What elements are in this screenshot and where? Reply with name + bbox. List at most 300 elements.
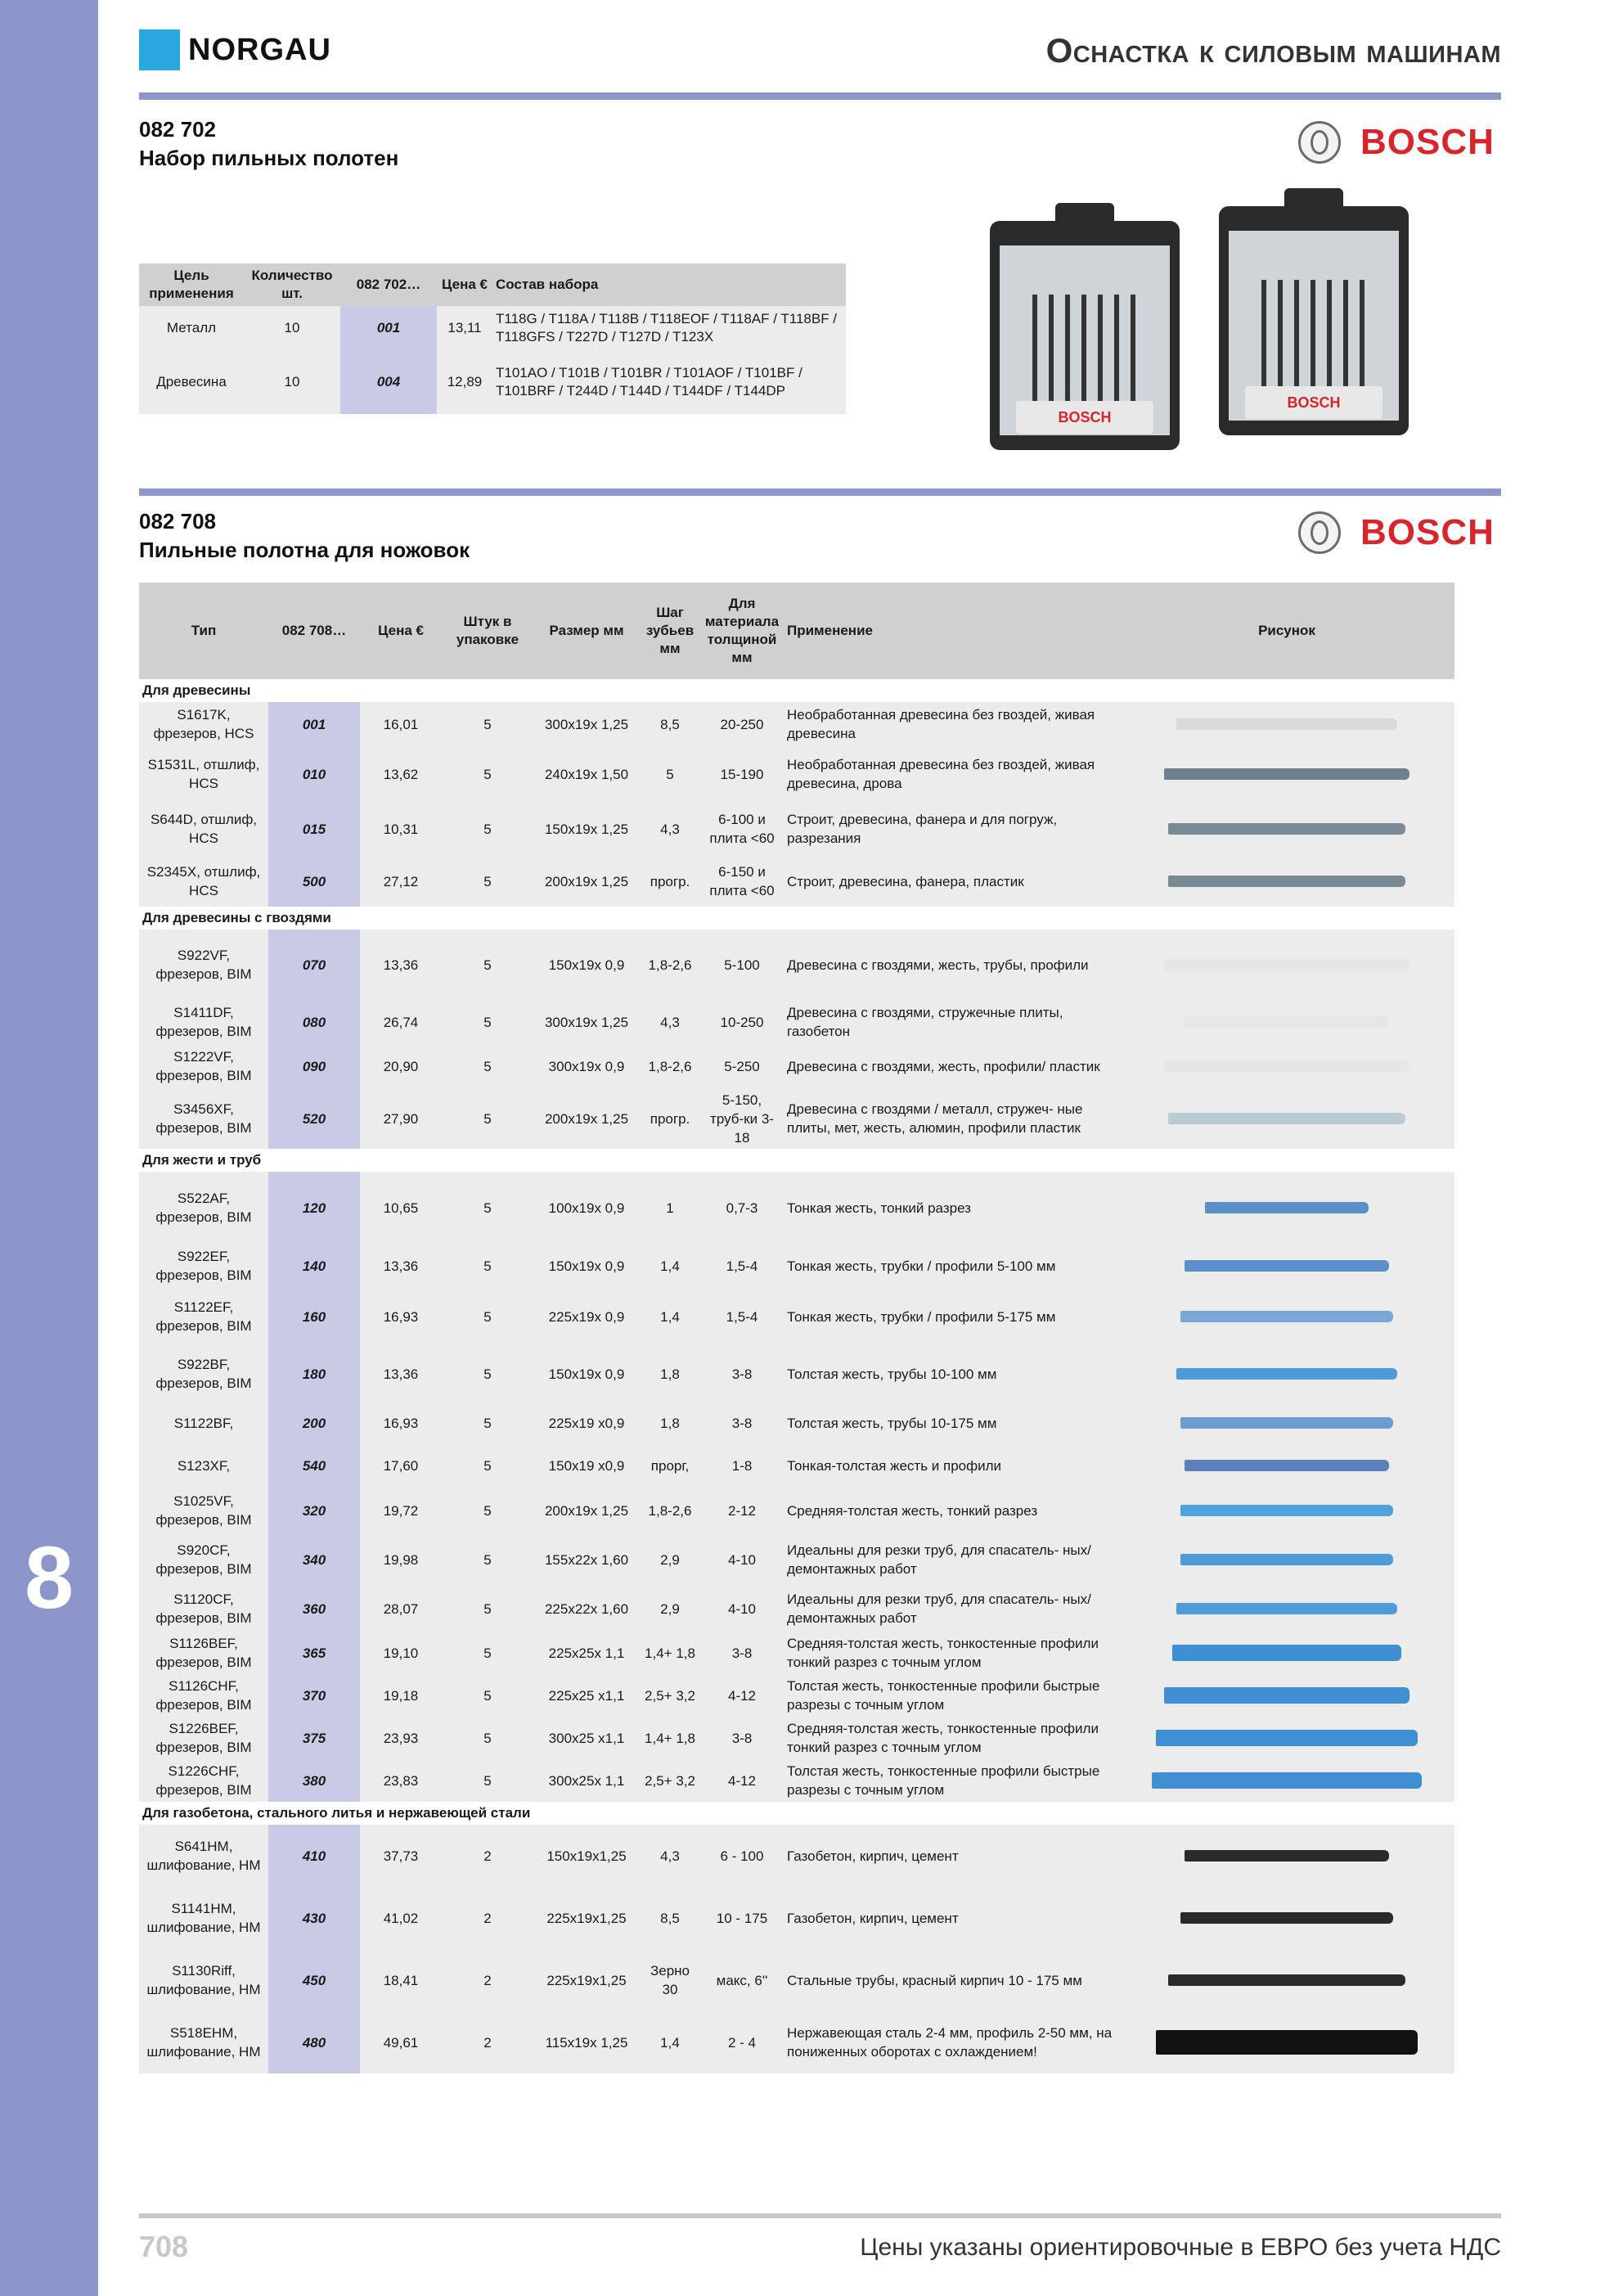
- code-cell: 365: [268, 1632, 360, 1674]
- application-cell: Толстая жесть, тонкостенные профили быстрые разрезы с точным углом: [784, 1759, 1119, 1802]
- picture-cell: [1119, 1488, 1454, 1533]
- price-cell: 19,18: [360, 1674, 442, 1717]
- col-type: Тип: [139, 583, 268, 679]
- section2-title: Пильные полотна для ножовок: [139, 538, 470, 562]
- picture-cell: [1119, 1402, 1454, 1443]
- thickness-cell: 5-100: [700, 930, 784, 1000]
- price-cell: 13,36: [360, 1345, 442, 1402]
- qty-cell: 10: [244, 306, 340, 350]
- price-cell: 13,36: [360, 1244, 442, 1288]
- pack-cell: 2: [442, 1825, 533, 1887]
- application-cell: Идеальны для резки труб, для спасатель- ных/демонтажных работ: [784, 1586, 1119, 1632]
- size-cell: 225x19x 0,9: [533, 1288, 640, 1345]
- thickness-cell: 6-100 и плита <60: [700, 802, 784, 856]
- picture-cell: [1119, 1000, 1454, 1044]
- saw-blade-icon: [1185, 1260, 1389, 1272]
- product-photo: [990, 180, 1432, 458]
- col-picture: Рисунок: [1119, 583, 1454, 679]
- chapter-sidebar: [0, 0, 98, 2296]
- saw-blade-icon: [1168, 876, 1405, 887]
- category-title: Для древесины с гвоздями: [139, 907, 1454, 930]
- price-cell: 27,90: [360, 1088, 442, 1149]
- table-row: [139, 1402, 1454, 1443]
- type-cell: S644D, отшлиф, HCS: [139, 802, 268, 856]
- application-cell: Толстая жесть, тонкостенные профили быстрые разрезы с точным углом: [784, 1674, 1119, 1717]
- table-row: [139, 930, 1454, 1000]
- page-number: 708: [139, 2230, 189, 2263]
- price-cell: 19,10: [360, 1632, 442, 1674]
- type-cell: S3456XF, фрезеров, BIM: [139, 1088, 268, 1149]
- bosch-logo: [1298, 119, 1503, 168]
- picture-cell: [1119, 2011, 1454, 2073]
- pack-cell: 5: [442, 1345, 533, 1402]
- composition-cell: T118G / T118A / T118B / T118EOF / T118AF / T118BF / T118GFS / T227D / T127D / T123X: [492, 306, 846, 350]
- type-cell: S1531L, отшлиф, HCS: [139, 746, 268, 802]
- code-cell: 450: [268, 1949, 360, 2011]
- picture-cell: [1119, 856, 1454, 907]
- application-cell: Толстая жесть, трубы 10-100 мм: [784, 1345, 1119, 1402]
- code-cell: 200: [268, 1402, 360, 1443]
- table-row: [139, 1044, 1454, 1088]
- pack-cell: 5: [442, 746, 533, 802]
- col-code: 082 708…: [268, 583, 360, 679]
- saw-blade-icon: [1180, 1505, 1393, 1516]
- price-cell: 10,65: [360, 1172, 442, 1244]
- application-cell: Необработанная древесина без гвоздей, живая древесина, дрова: [784, 746, 1119, 802]
- application-cell: Строит, древесина, фанера, пластик: [784, 856, 1119, 907]
- saw-blade-icon: [1176, 1368, 1397, 1380]
- thickness-cell: 4-12: [700, 1674, 784, 1717]
- type-cell: S1222VF, фрезеров, BIM: [139, 1044, 268, 1088]
- col-purpose: Цель применения: [139, 263, 244, 306]
- pitch-cell: 1,8-2,6: [640, 1044, 700, 1088]
- application-cell: Древесина с гвоздями, стружечные плиты, газобетон: [784, 1000, 1119, 1044]
- size-cell: 300x19x 1,25: [533, 1000, 640, 1044]
- thickness-cell: 6 - 100: [700, 1825, 784, 1887]
- table-row: [139, 1345, 1454, 1402]
- pitch-cell: 4,3: [640, 802, 700, 856]
- picture-cell: [1119, 1088, 1454, 1149]
- picture-cell: [1119, 1887, 1454, 1949]
- pack-cell: 5: [442, 1674, 533, 1717]
- thickness-cell: 4-10: [700, 1533, 784, 1586]
- price-cell: 27,12: [360, 856, 442, 907]
- size-cell: 115x19x 1,25: [533, 2011, 640, 2073]
- set-table: [139, 263, 846, 414]
- application-cell: Строит, древесина, фанера и для погруж, разрезания: [784, 802, 1119, 856]
- col-price: Цена €: [360, 583, 442, 679]
- category-row: [139, 679, 1454, 702]
- pack-cell: 2: [442, 1887, 533, 1949]
- thickness-cell: 5-150, труб-ки 3-18: [700, 1088, 784, 1149]
- size-cell: 225x19x1,25: [533, 1949, 640, 2011]
- thickness-cell: 1-8: [700, 1443, 784, 1488]
- code-cell: 370: [268, 1674, 360, 1717]
- table-row: [139, 746, 1454, 802]
- pack-cell: 5: [442, 802, 533, 856]
- application-cell: Древесина с гвоздями / металл, стружеч- ные плиты, мет, жесть, алюмин, профили пластик: [784, 1088, 1119, 1149]
- saw-blade-icon: [1176, 1603, 1397, 1614]
- code-cell: 140: [268, 1244, 360, 1288]
- saw-blade-icon: [1156, 1730, 1418, 1746]
- page-header: [139, 25, 1501, 98]
- picture-cell: [1119, 802, 1454, 856]
- table-row: [139, 1288, 1454, 1345]
- case-handle: [1284, 188, 1343, 213]
- table-row: [139, 1244, 1454, 1288]
- thickness-cell: 10-250: [700, 1000, 784, 1044]
- table-row: [139, 350, 846, 414]
- type-cell: S1226CHF, фрезеров, BIM: [139, 1759, 268, 1802]
- col-qty: Количество шт.: [244, 263, 340, 306]
- bosch-logo-text: BOSCH: [1360, 122, 1495, 162]
- pack-cell: 5: [442, 1533, 533, 1586]
- saw-blade-icon: [1176, 718, 1397, 730]
- pitch-cell: прогр.: [640, 856, 700, 907]
- size-cell: 300x19x 0,9: [533, 1044, 640, 1088]
- application-cell: Тонкая жесть, тонкий разрез: [784, 1172, 1119, 1244]
- type-cell: S1120CF, фрезеров, BIM: [139, 1586, 268, 1632]
- table-row: [139, 1674, 1454, 1717]
- price-cell: 23,93: [360, 1717, 442, 1759]
- code-cell: 160: [268, 1288, 360, 1345]
- code-cell: 340: [268, 1533, 360, 1586]
- code-cell: 360: [268, 1586, 360, 1632]
- thickness-cell: 3-8: [700, 1345, 784, 1402]
- price-cell: 13,62: [360, 746, 442, 802]
- saw-blade-icon: [1156, 2030, 1418, 2055]
- price-cell: 12,89: [437, 350, 492, 414]
- application-cell: Тонкая-толстая жесть и профили: [784, 1443, 1119, 1488]
- application-cell: Толстая жесть, трубы 10-175 мм: [784, 1402, 1119, 1443]
- saw-blade-icon: [1168, 1974, 1405, 1986]
- saw-blade-icon: [1185, 1850, 1389, 1862]
- type-cell: S920CF, фрезеров, BIM: [139, 1533, 268, 1586]
- case-window: [1000, 245, 1170, 435]
- saw-blade-icon: [1172, 1645, 1401, 1661]
- price-cell: 20,90: [360, 1044, 442, 1088]
- thickness-cell: 2 - 4: [700, 2011, 784, 2073]
- price-cell: 49,61: [360, 2011, 442, 2073]
- pitch-cell: 1,8: [640, 1345, 700, 1402]
- saw-blade-icon: [1180, 1311, 1393, 1322]
- pitch-cell: 1: [640, 1172, 700, 1244]
- thickness-cell: 6-150 и плита <60: [700, 856, 784, 907]
- picture-cell: [1119, 1717, 1454, 1759]
- pitch-cell: Зерно 30: [640, 1949, 700, 2011]
- size-cell: 300x25 x1,1: [533, 1717, 640, 1759]
- type-cell: S123XF,: [139, 1443, 268, 1488]
- table-row: [139, 1172, 1454, 1244]
- picture-cell: [1119, 1172, 1454, 1244]
- code-cell: 410: [268, 1825, 360, 1887]
- application-cell: Газобетон, кирпич, цемент: [784, 1825, 1119, 1887]
- pack-cell: 5: [442, 1488, 533, 1533]
- code-cell: 520: [268, 1088, 360, 1149]
- code-cell: 001: [340, 306, 437, 350]
- size-cell: 155x22x 1,60: [533, 1533, 640, 1586]
- thickness-cell: 3-8: [700, 1402, 784, 1443]
- picture-cell: [1119, 1533, 1454, 1586]
- type-cell: S2345X, отшлиф, HCS: [139, 856, 268, 907]
- saw-blade-icon: [1168, 823, 1405, 835]
- saw-blade-icon: [1205, 1202, 1369, 1213]
- size-cell: 225x19 x0,9: [533, 1402, 640, 1443]
- saw-blade-icon: [1180, 1417, 1393, 1429]
- type-cell: S1025VF, фрезеров, BIM: [139, 1488, 268, 1533]
- application-cell: Средняя-толстая жесть, тонкостенные профили тонкий разрез с точным углом: [784, 1632, 1119, 1674]
- size-cell: 100x19x 0,9: [533, 1172, 640, 1244]
- col-size: Размер мм: [533, 583, 640, 679]
- type-cell: S641HM, шлифование, HM: [139, 1825, 268, 1887]
- pitch-cell: 8,5: [640, 702, 700, 746]
- category-title: Для древесины: [139, 679, 1454, 702]
- pack-cell: 5: [442, 1759, 533, 1802]
- pack-cell: 5: [442, 1443, 533, 1488]
- pitch-cell: 1,4: [640, 1288, 700, 1345]
- code-cell: 004: [340, 350, 437, 414]
- pitch-cell: 1,8-2,6: [640, 1488, 700, 1533]
- price-cell: 13,36: [360, 930, 442, 1000]
- code-cell: 375: [268, 1717, 360, 1759]
- code-cell: 010: [268, 746, 360, 802]
- pitch-cell: 1,4: [640, 1244, 700, 1288]
- pitch-cell: 4,3: [640, 1825, 700, 1887]
- size-cell: 150x19x 1,25: [533, 802, 640, 856]
- picture-cell: [1119, 930, 1454, 1000]
- thickness-cell: 20-250: [700, 702, 784, 746]
- application-cell: Нержавеющая сталь 2-4 мм, профиль 2-50 мм, на пониженных оборотах с охлаждением!: [784, 2011, 1119, 2073]
- composition-cell: T101AO / T101B / T101BR / T101AOF / T101BF / T101BRF / T244D / T144D / T144DF / T144DP: [492, 350, 846, 414]
- size-cell: 200x19x 1,25: [533, 1088, 640, 1149]
- code-cell: 070: [268, 930, 360, 1000]
- saw-blade-icon: [1164, 959, 1409, 970]
- pitch-cell: 1,4: [640, 2011, 700, 2073]
- pitch-cell: 1,4+ 1,8: [640, 1717, 700, 1759]
- picture-cell: [1119, 1345, 1454, 1402]
- application-cell: Тонкая жесть, трубки / профили 5-100 мм: [784, 1244, 1119, 1288]
- table-row: [139, 1717, 1454, 1759]
- pack-cell: 5: [442, 856, 533, 907]
- thickness-cell: 4-12: [700, 1759, 784, 1802]
- code-cell: 090: [268, 1044, 360, 1088]
- purpose-cell: Древесина: [139, 350, 244, 414]
- thickness-cell: 5-250: [700, 1044, 784, 1088]
- bosch-logo-text: BOSCH: [1360, 512, 1495, 552]
- saw-blade-icon: [1168, 1113, 1405, 1124]
- thickness-cell: 3-8: [700, 1717, 784, 1759]
- section1-title: Набор пильных полотен: [139, 146, 399, 170]
- col-pack: Штук в упаковке: [442, 583, 533, 679]
- blades-table: [139, 583, 1454, 2073]
- code-cell: 015: [268, 802, 360, 856]
- table-row: [139, 1488, 1454, 1533]
- size-cell: 240x19x 1,50: [533, 746, 640, 802]
- saw-blade-icon: [1152, 1772, 1422, 1789]
- pack-cell: 5: [442, 1632, 533, 1674]
- saw-blade-icon: [1180, 1554, 1393, 1565]
- metal-set-case: [990, 221, 1180, 450]
- pack-cell: 5: [442, 1288, 533, 1345]
- type-cell: S922EF, фрезеров, BIM: [139, 1244, 268, 1288]
- category-title: Для газобетона, стального литья и нержавеющей стали: [139, 1802, 1454, 1825]
- thickness-cell: 4-10: [700, 1586, 784, 1632]
- price-cell: 10,31: [360, 802, 442, 856]
- category-title: Для жести и труб: [139, 1149, 1454, 1172]
- bosch-logo: [1298, 509, 1503, 558]
- size-cell: 150x19x 0,9: [533, 930, 640, 1000]
- code-cell: 080: [268, 1000, 360, 1044]
- thickness-cell: 0,7-3: [700, 1172, 784, 1244]
- type-cell: S1122BF,: [139, 1402, 268, 1443]
- col-code: 082 702…: [340, 263, 437, 306]
- code-cell: 500: [268, 856, 360, 907]
- type-cell: S1411DF, фрезеров, BIM: [139, 1000, 268, 1044]
- application-cell: Средняя-толстая жесть, тонкий разрез: [784, 1488, 1119, 1533]
- type-cell: S922BF, фрезеров, BIM: [139, 1345, 268, 1402]
- picture-cell: [1119, 1949, 1454, 2011]
- code-cell: 120: [268, 1172, 360, 1244]
- price-cell: 26,74: [360, 1000, 442, 1044]
- code-cell: 180: [268, 1345, 360, 1402]
- bosch-armature-icon: [1298, 121, 1341, 164]
- price-cell: 16,01: [360, 702, 442, 746]
- table-row: [139, 1586, 1454, 1632]
- category-row: [139, 1149, 1454, 1172]
- pitch-cell: 1,4+ 1,8: [640, 1632, 700, 1674]
- size-cell: 225x25x 1,1: [533, 1632, 640, 1674]
- table-row: [139, 1949, 1454, 2011]
- pitch-cell: 2,5+ 3,2: [640, 1759, 700, 1802]
- pitch-cell: 4,3: [640, 1000, 700, 1044]
- pack-cell: 5: [442, 1586, 533, 1632]
- blades-table-header: [139, 583, 1454, 679]
- pack-cell: 5: [442, 702, 533, 746]
- code-cell: 380: [268, 1759, 360, 1802]
- table-row: [139, 2011, 1454, 2073]
- table-row: [139, 1443, 1454, 1488]
- col-composition: Состав набора: [492, 263, 846, 306]
- pitch-cell: 2,9: [640, 1533, 700, 1586]
- table-row: [139, 1632, 1454, 1674]
- pitch-cell: 5: [640, 746, 700, 802]
- size-cell: 225x19x1,25: [533, 1887, 640, 1949]
- application-cell: Стальные трубы, красный кирпич 10 - 175 мм: [784, 1949, 1119, 2011]
- set-table-header: [139, 263, 846, 306]
- saw-blade-icon: [1185, 1460, 1389, 1471]
- table-row: [139, 802, 1454, 856]
- price-cell: 16,93: [360, 1402, 442, 1443]
- price-cell: 37,73: [360, 1825, 442, 1887]
- code-cell: 320: [268, 1488, 360, 1533]
- col-price: Цена €: [437, 263, 492, 306]
- price-cell: 18,41: [360, 1949, 442, 2011]
- header-rule: [139, 92, 1501, 100]
- pitch-cell: 8,5: [640, 1887, 700, 1949]
- picture-cell: [1119, 1825, 1454, 1887]
- size-cell: 200x19x 1,25: [533, 1488, 640, 1533]
- pack-cell: 5: [442, 1717, 533, 1759]
- code-cell: 540: [268, 1443, 360, 1488]
- picture-cell: [1119, 1674, 1454, 1717]
- pack-cell: 5: [442, 1000, 533, 1044]
- col-application: Применение: [784, 583, 1119, 679]
- price-cell: 23,83: [360, 1759, 442, 1802]
- price-cell: 16,93: [360, 1288, 442, 1345]
- category-row: [139, 907, 1454, 930]
- size-cell: 300x25x 1,1: [533, 1759, 640, 1802]
- category-row: [139, 1802, 1454, 1825]
- type-cell: S522AF, фрезеров, BIM: [139, 1172, 268, 1244]
- thickness-cell: 3-8: [700, 1632, 784, 1674]
- application-cell: Древесина с гвоздями, жесть, трубы, профили: [784, 930, 1119, 1000]
- picture-cell: [1119, 702, 1454, 746]
- saw-blade-icon: [1180, 1912, 1393, 1924]
- type-cell: S922VF, фрезеров, BIM: [139, 930, 268, 1000]
- saw-blade-icon: [1185, 1016, 1389, 1028]
- pitch-cell: прорг,: [640, 1443, 700, 1488]
- thickness-cell: 2-12: [700, 1488, 784, 1533]
- table-row: [139, 1825, 1454, 1887]
- table-row: [139, 702, 1454, 746]
- code-cell: 480: [268, 2011, 360, 2073]
- pitch-cell: 2,5+ 3,2: [640, 1674, 700, 1717]
- qty-cell: 10: [244, 350, 340, 414]
- size-cell: 225x22x 1,60: [533, 1586, 640, 1632]
- size-cell: 225x25 x1,1: [533, 1674, 640, 1717]
- pack-cell: 5: [442, 1244, 533, 1288]
- picture-cell: [1119, 1759, 1454, 1802]
- type-cell: S1122EF, фрезеров, BIM: [139, 1288, 268, 1345]
- picture-cell: [1119, 1632, 1454, 1674]
- picture-cell: [1119, 1586, 1454, 1632]
- application-cell: Тонкая жесть, трубки / профили 5-175 мм: [784, 1288, 1119, 1345]
- pack-cell: 2: [442, 1949, 533, 2011]
- norgau-logo-text: NORGAU: [188, 33, 331, 67]
- pack-cell: 2: [442, 2011, 533, 2073]
- table-row: [139, 1533, 1454, 1586]
- section1-code: 082 702: [139, 117, 216, 142]
- price-cell: 19,72: [360, 1488, 442, 1533]
- code-cell: 430: [268, 1887, 360, 1949]
- table-row: [139, 1759, 1454, 1802]
- chapter-number: 8: [24, 1528, 74, 1627]
- case-brand-badge: BOSCH: [1245, 386, 1382, 419]
- picture-cell: [1119, 1288, 1454, 1345]
- price-cell: 41,02: [360, 1887, 442, 1949]
- application-cell: Средняя-толстая жесть, тонкостенные профили тонкий разрез с точным углом: [784, 1717, 1119, 1759]
- wood-set-case: [1219, 206, 1409, 435]
- picture-cell: [1119, 1443, 1454, 1488]
- col-thickness: Для материала толщиной мм: [700, 583, 784, 679]
- table-row: [139, 856, 1454, 907]
- section-rule: [139, 488, 1501, 496]
- application-cell: Древесина с гвоздями, жесть, профили/ пластик: [784, 1044, 1119, 1088]
- pack-cell: 5: [442, 1044, 533, 1088]
- table-row: [139, 1000, 1454, 1044]
- application-cell: Необработанная древесина без гвоздей, живая древесина: [784, 702, 1119, 746]
- pitch-cell: прогр.: [640, 1088, 700, 1149]
- bosch-armature-icon: [1298, 511, 1341, 554]
- page-title: Оснастка к силовым машинам: [1045, 31, 1501, 70]
- size-cell: 150x19 x0,9: [533, 1443, 640, 1488]
- table-row: [139, 1887, 1454, 1949]
- code-cell: 001: [268, 702, 360, 746]
- pack-cell: 5: [442, 1088, 533, 1149]
- norgau-logo-icon: [139, 29, 180, 70]
- size-cell: 150x19x 0,9: [533, 1244, 640, 1288]
- size-cell: 300x19x 1,25: [533, 702, 640, 746]
